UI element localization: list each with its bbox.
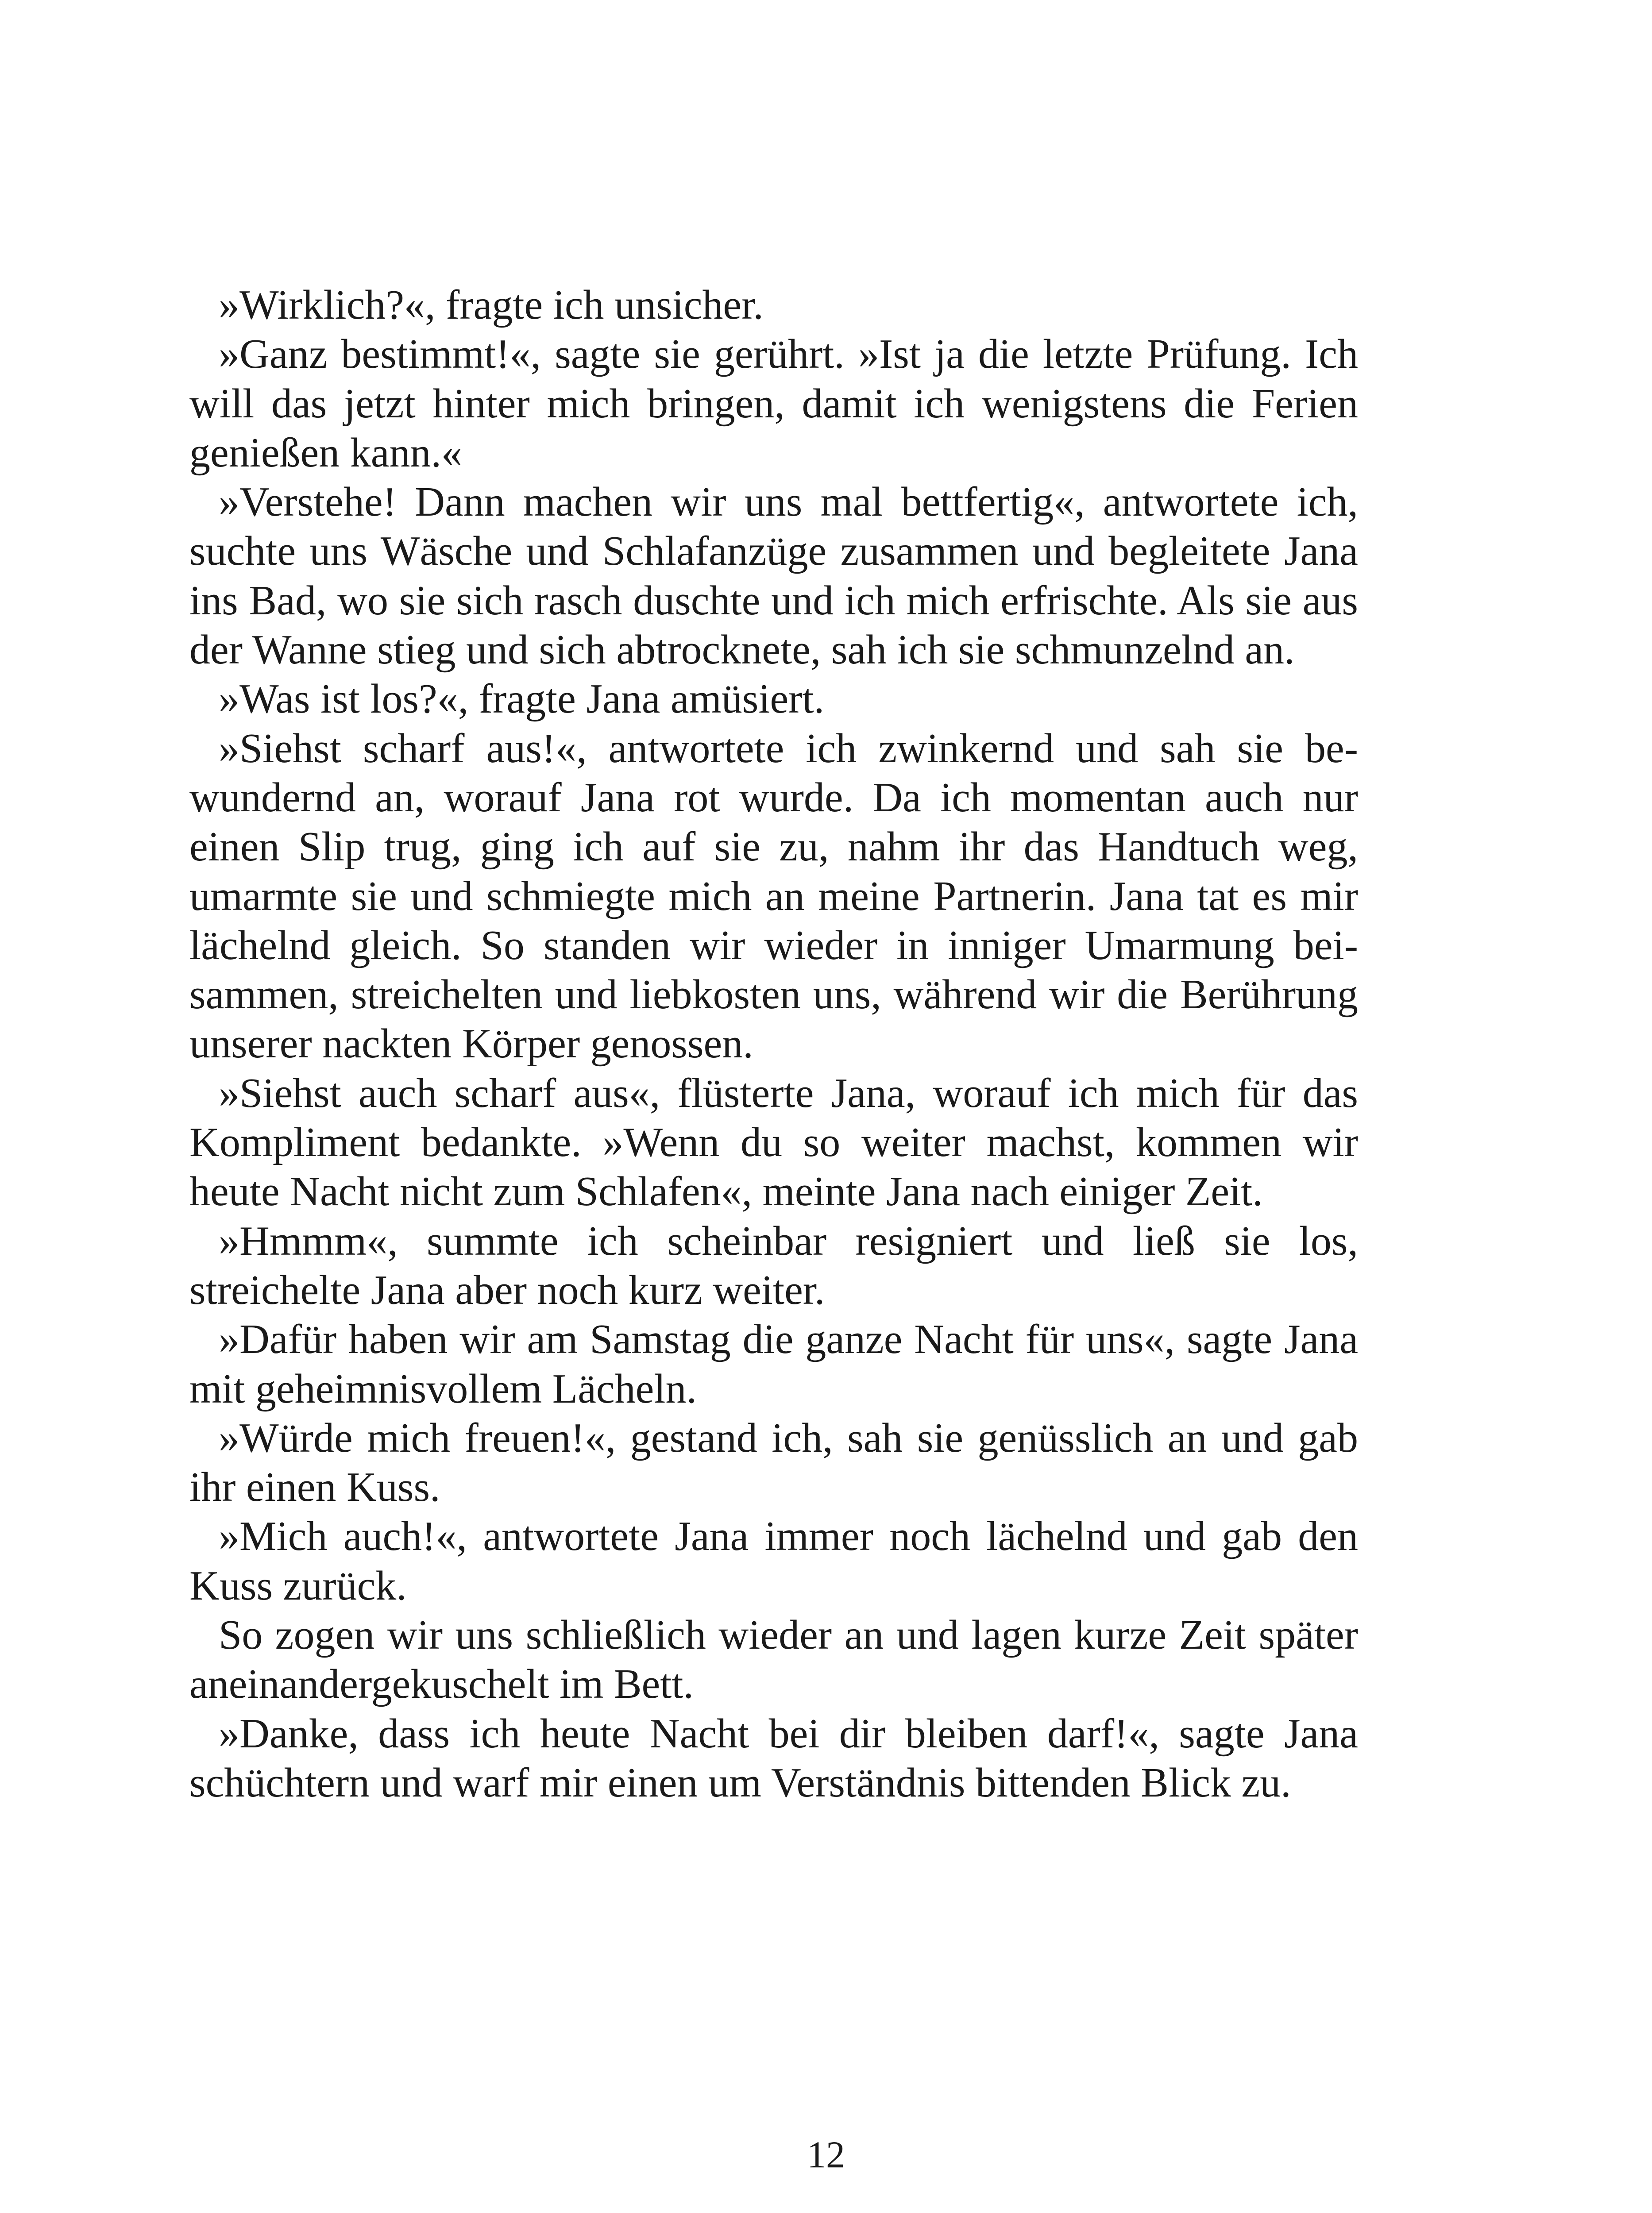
paragraph-11: So zogen wir uns schließlich wieder an und lagen kurze Zeit später aneinandergekuschelt im Bett. <box>189 1612 1358 1708</box>
paragraph-9: »Würde mich freuen!«, gestand ich, sah sie genüsslich an und gab ihr einen Kuss. <box>189 1415 1358 1511</box>
paragraph-6: »Siehst auch scharf aus«, flüsterte Jana, worauf ich mich für das Kompliment bedankte. »Wenn du so weiter machst, kommen wir heute Nacht nicht zum Schlafen«, meinte Jana nach einiger Zeit. <box>189 1070 1358 1215</box>
body-text <box>189 281 1358 1808</box>
paragraph-2: »Ganz bestimmt!«, sagte sie gerührt. »Ist ja die letzte Prüfung. Ich will das jetzt hinter mich bringen, damit ich wenigstens die Ferien genießen kann.« <box>189 331 1358 476</box>
page-number: 12 <box>807 2133 845 2176</box>
paragraph-5: »Siehst scharf aus!«, antwortete ich zwinkernd und sah sie bewundernd an, worauf Jana rot wurde. Da ich momentan auch nur einen Slip trug, ging ich auf sie zu, nahm ihr das Handtuch weg, umarmte sie und schmiegte mich an meine Partnerin. Jana tat es mir lächelnd gleich. So standen wir wieder in inniger Umarmung beisammen, streichelten und liebkosten uns, während wir die Berührung unserer nackten Körper genossen. <box>189 725 1358 1067</box>
paragraph-10: »Mich auch!«, antwortete Jana immer noch lächelnd und gab den Kuss zurück. <box>189 1513 1358 1609</box>
paragraph-1: »Wirklich?«, fragte ich unsicher. <box>219 282 764 328</box>
paragraph-12: »Danke, dass ich heute Nacht bei dir bleiben darf!«, sagte Jana schüchtern und warf mir einen um Verständnis bittenden Blick zu. <box>189 1710 1358 1806</box>
paragraph-3: »Verstehe! Dann machen wir uns mal bettfertig«, antwortete ich, suchte uns Wäsche und Schlafanzüge zusammen und begleitete Jana ins Bad, wo sie sich rasch duschte und ich mich erfrischte. Als sie aus der Wanne stieg und sich abtrocknete, sah ich sie schmunzelnd an. <box>189 479 1358 673</box>
paragraph-8: »Dafür haben wir am Samstag die ganze Nacht für uns«, sagte Jana mit geheimnisvollem Lächeln. <box>189 1316 1358 1412</box>
paragraph-4: »Was ist los?«, fragte Jana amüsiert. <box>219 676 825 722</box>
paragraph-7: »Hmmm«, summte ich scheinbar resigniert und ließ sie los, streichelte Jana aber noch kurz weiter. <box>189 1218 1358 1313</box>
